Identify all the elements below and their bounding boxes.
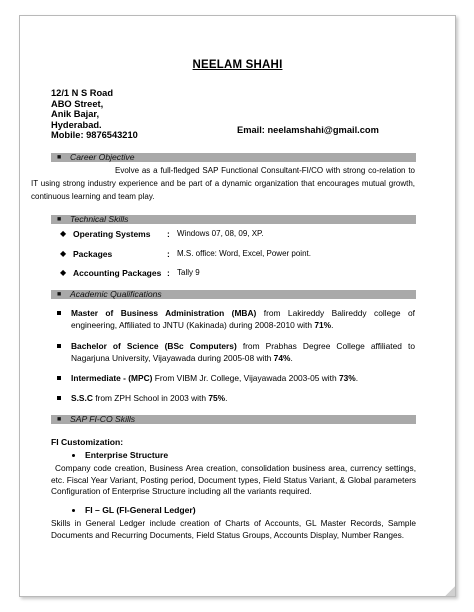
academic-item [57,307,415,331]
section-header-academic [51,290,416,299]
section-header-sap [51,415,416,424]
address-line: 12/1 N S Road [51,88,114,98]
degree-title: S.S.C [71,393,93,403]
degree-score: 75% [208,393,226,403]
page-curl [445,586,455,596]
colon: : [167,268,170,278]
dot-bullet-icon [72,454,75,457]
academic-item [57,340,415,364]
square-bullet-icon [57,311,61,315]
punctuation: . [290,353,293,363]
skill-value: Tally 9 [177,268,200,277]
degree-title: Master of Business Administration (MBA) [71,308,257,318]
subheading-text: FI – GL (FI-General Ledger) [85,505,196,515]
section-title: Career Objective [70,152,135,162]
address-block [51,88,138,141]
square-bullet-icon: ■ [57,154,62,161]
enterprise-structure-text: Company code creation, Business Area creation, consolidation business area, currency settings, etc. Fiscal Year Variant, Posting period, Document types, Field Status Variant, & Global parameters Configuration of Enterprise Structure including all the variants required. [51,463,416,496]
diamond-bullet-icon: ◆ [60,268,67,277]
mobile-number: Mobile: 9876543210 [51,130,138,140]
section-header-technical [51,215,416,224]
colon: : [167,229,170,239]
skill-value: M.S. office: Word, Excel, Power point. [177,249,311,258]
degree-score: 71% [314,320,332,330]
degree-score: 74% [273,353,291,363]
academic-item [57,392,415,404]
degree-score: 73% [338,373,356,383]
colon: : [167,249,170,259]
fi-customization-heading: FI Customization: [51,437,124,447]
square-bullet-icon: ■ [57,291,62,298]
section-title: SAP FI-CO Skills [70,414,136,424]
punctuation: . [355,373,359,383]
degree-detail: From VIBM Jr. College, Vijayawada 2003-05 with [152,373,339,383]
candidate-name: NEELAM SHAHI [192,59,283,71]
email-address: Email: neelamshahi@gmail.com [237,125,379,135]
diamond-bullet-icon: ◆ [60,249,67,258]
skill-key: Accounting Packages [73,268,162,278]
degree-detail: from Prabhas Degree College affiliated to Nagarjuna University, Vijayawada during 2005-08 with [71,341,415,363]
square-bullet-icon: ■ [57,416,62,423]
career-objective-text: Evolve as a full-fledged SAP Functional Consultant-FI/CO with strong co-relation to IT using strong industry experience and be part of a dynamic organization that encourages mutual growth, continuous learning and team play. [31,166,415,201]
skill-key: Operating Systems [73,229,151,239]
dot-bullet-icon [72,509,75,512]
general-ledger-text: Skills in General Ledger include creation of Charts of Accounts, GL Master Records, Sample Documents and Recurring Documents, Field Status Groups, Accounts Display, Number Ranges. [51,518,416,540]
section-title: Academic Qualifications [70,289,162,299]
skill-key: Packages [73,249,113,259]
address-line: Anik Bajar, [51,109,100,119]
enterprise-structure-heading [72,450,168,460]
diamond-bullet-icon: ◆ [60,229,67,238]
square-bullet-icon [57,344,61,348]
address-line: Hyderabad. [51,119,102,130]
degree-detail: from Lakireddy Balireddy college of engineering, Affiliated to JNTU (Kakinada) during 2008-2010 with [71,308,415,330]
section-title: Technical Skills [70,214,129,224]
general-ledger-heading [72,505,196,515]
resume-page [19,15,456,597]
square-bullet-icon [57,396,61,400]
square-bullet-icon [57,376,61,380]
degree-title: Bachelor of Science (BSc Computers) [71,341,237,351]
subheading-text: Enterprise Structure [85,450,169,460]
punctuation: . [331,320,334,330]
address-line: ABO Street, [51,98,104,109]
punctuation: . [225,393,228,403]
section-header-career [51,153,416,162]
academic-item [57,372,415,384]
degree-title: Intermediate - (MPC) [71,373,153,383]
degree-detail: from ZPH School in 2003 with [92,393,209,403]
skill-value: Windows 07, 08, 09, XP. [177,229,264,238]
square-bullet-icon: ■ [57,216,62,223]
